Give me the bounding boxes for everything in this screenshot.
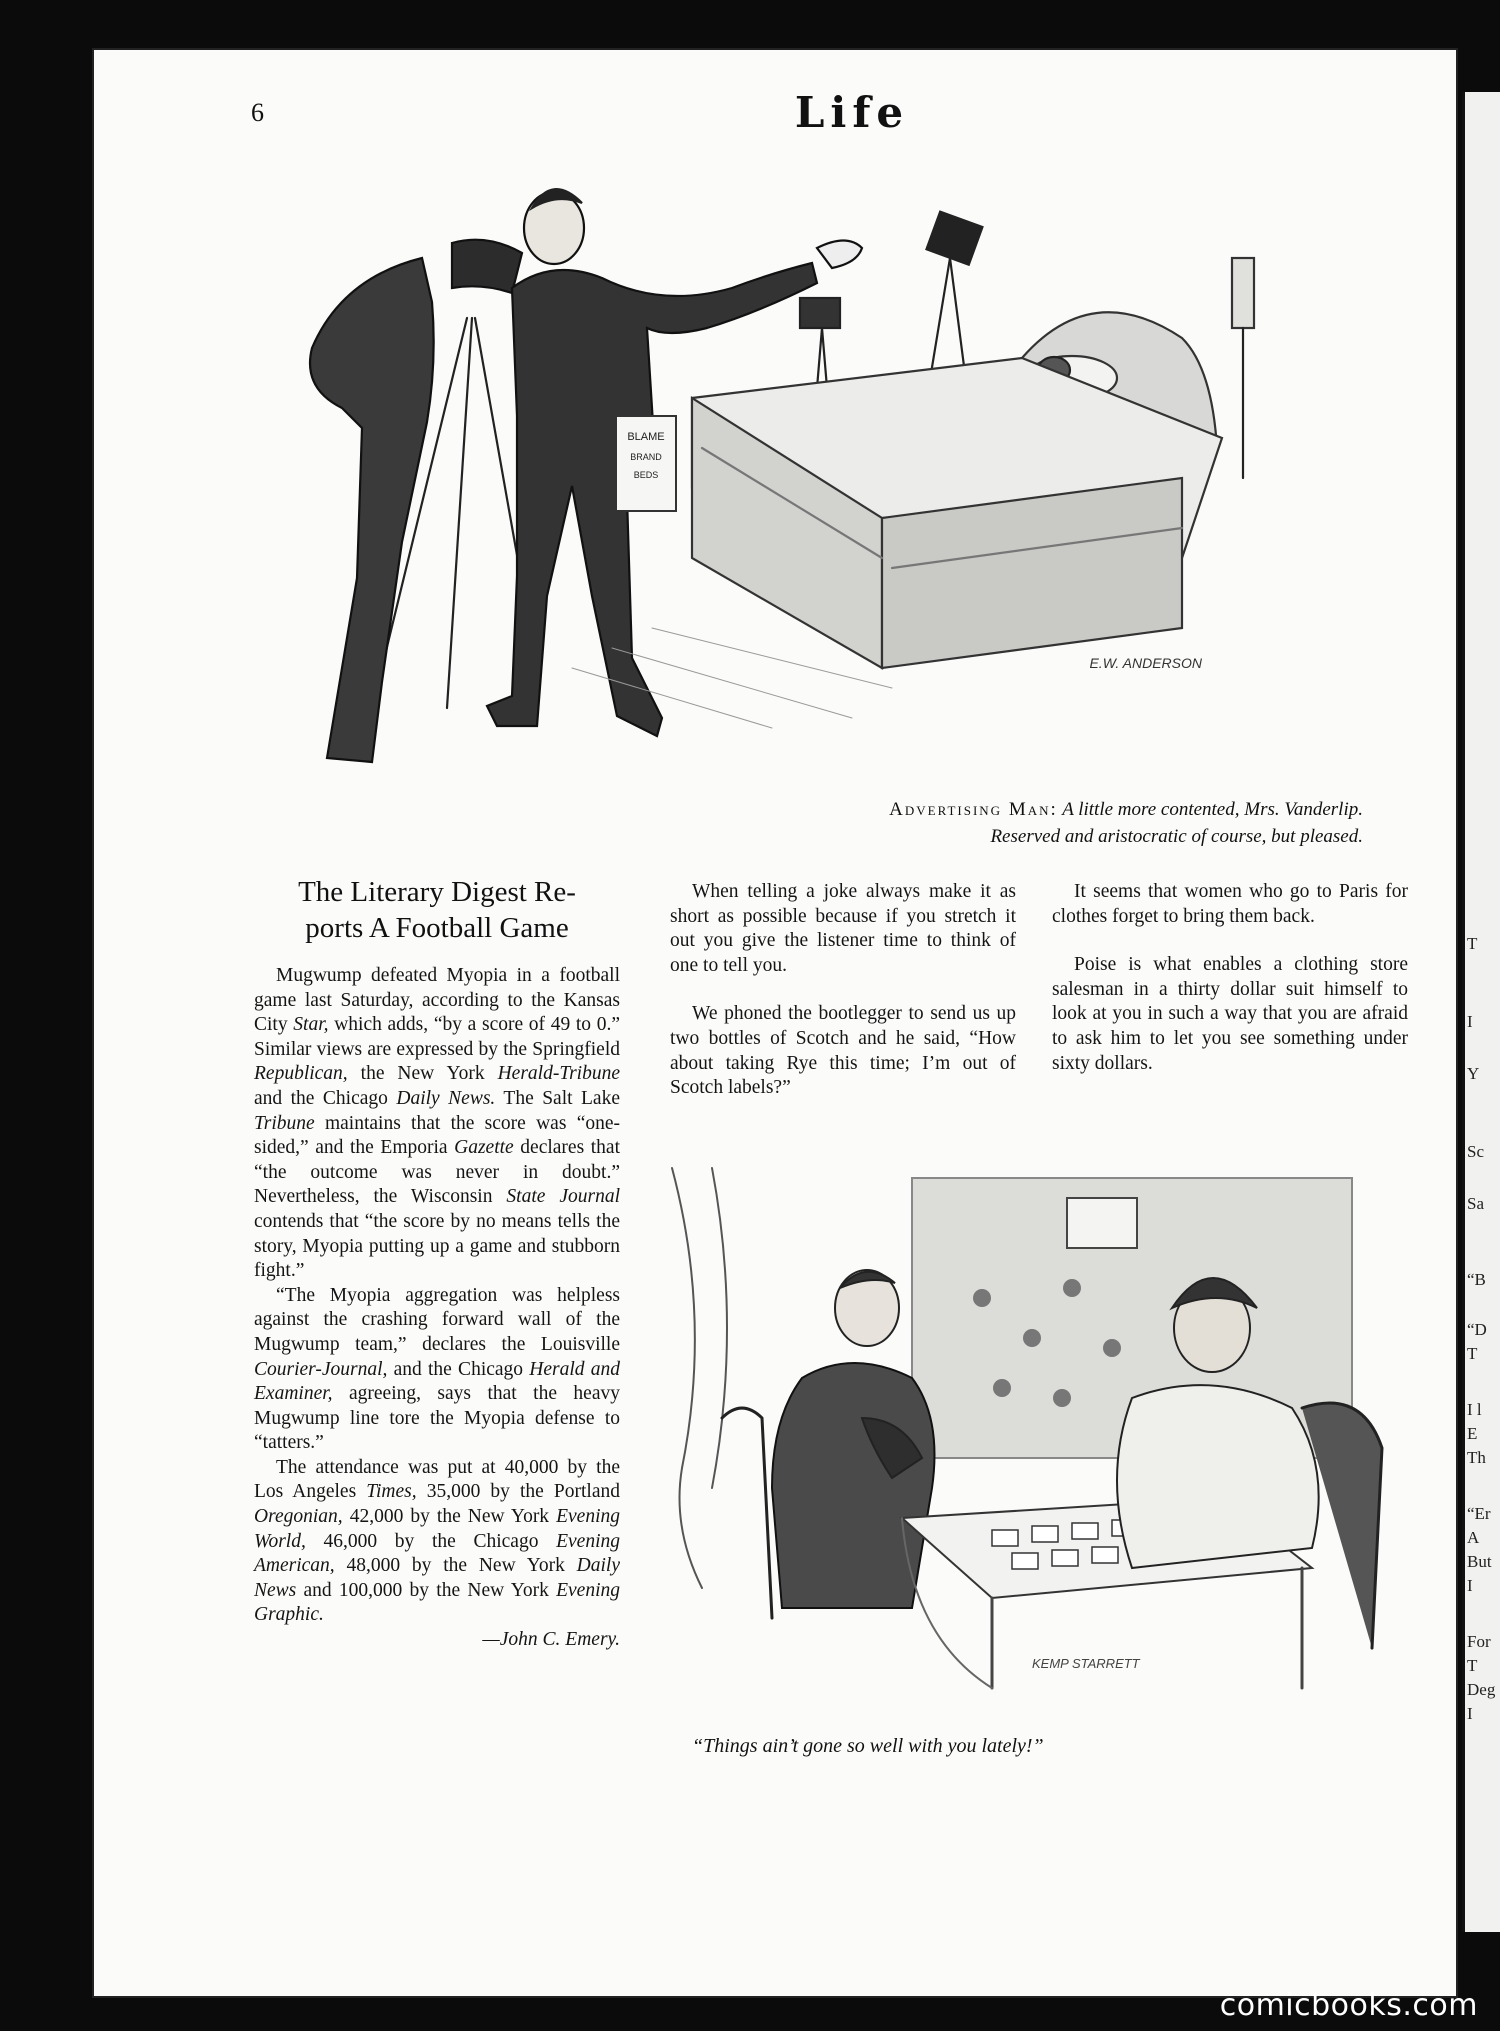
- sign-line-2: BRAND: [630, 452, 662, 462]
- jokes-column-middle: [670, 880, 1016, 1101]
- fragment: “Er: [1467, 1504, 1491, 1523]
- headline-line-2: ports A Football Game: [305, 912, 569, 944]
- article-headline: [254, 874, 620, 946]
- page-number: 6: [251, 98, 264, 127]
- headline-line-1: The Literary Digest Re-: [298, 876, 576, 908]
- fragment: But: [1467, 1552, 1492, 1571]
- fragment: A: [1467, 1528, 1480, 1547]
- fragment: E: [1467, 1424, 1478, 1443]
- fragment: “B: [1467, 1270, 1486, 1289]
- article-column: [254, 874, 620, 1653]
- advertising-man-cartoon: [192, 148, 1302, 798]
- artist-signature-top: E.W. ANDERSON: [1089, 655, 1202, 671]
- fragment: I l: [1467, 1400, 1482, 1419]
- fragment: Deg: [1467, 1680, 1496, 1699]
- article-byline: —John C. Emery.: [482, 1629, 620, 1651]
- magazine-page: [92, 48, 1458, 1998]
- artist-signature-bottom: KEMP STARRETT: [1032, 1656, 1140, 1671]
- watermark: comicbooks.com: [1219, 1988, 1478, 2023]
- article-paragraph-1: Mugwump defeated Myopia in a football game last Saturday, according to the Kansas City Star, which adds, “by a score of 49 to 0.” Similar views are expressed by the Springfield Republican, the New York Herald-Tribune and the Chicago Daily News. The Salt Lake Tribune maintains that the score was “one-sided,” and the Emporia Gazette declares that “the outcome was never in doubt.” Nevertheless, the Wisconsin State Journal contends that “the score by no means tells the story, Myopia putting up a game and stubborn fight.”: [254, 965, 621, 1282]
- fragment: Sa: [1467, 1194, 1484, 1213]
- fragment: I: [1467, 1012, 1473, 1031]
- fragment: Sc: [1467, 1142, 1484, 1161]
- joke-short: When telling a joke always make it as short as possible because if you stretch it out you give the listener time to think of one to tell you.: [670, 881, 1016, 976]
- bottom-cartoon-caption: “Things ain’t gone so well with you lately!”: [692, 1735, 1044, 1757]
- fragment: For: [1467, 1632, 1491, 1651]
- fragment: T: [1467, 934, 1478, 953]
- caption-line-2: Reserved and aristocratic of course, but pleased.: [990, 826, 1363, 847]
- fragment: “D: [1467, 1320, 1487, 1339]
- joke-paris: It seems that women who go to Paris for clothes forget to bring them back.: [1052, 881, 1408, 927]
- article-paragraph-2: “The Myopia aggregation was helpless against the crashing forward wall of the Mugwump team,” declares the Louisville Courier-Journal, and the Chicago Herald and Examiner, agreeing, says that the heavy Mugwump line tore the Myopia defense to “tatters.”: [254, 1284, 620, 1454]
- article-paragraph-3: The attendance was put at 40,000 by the Los Angeles Times, 35,000 by the Portland Oregonian, 42,000 by the New York Evening World, 46,000 by the Chicago Evening American, 48,000 by the New York Daily News and 100,000 by the New York Evening Graphic.: [254, 1456, 621, 1626]
- caption-speaker: Advertising Man:: [889, 799, 1058, 820]
- joke-bootlegger: We phoned the bootlegger to send us up two bottles of Scotch and he said, “How about taking Rye this time; I’m out of Scotch labels?”: [670, 1003, 1016, 1099]
- fragment: I: [1467, 1576, 1473, 1595]
- adjacent-page-edge: [1462, 92, 1500, 1932]
- fragment: Y: [1467, 1064, 1480, 1083]
- sign-line-1: BLAME: [627, 431, 665, 443]
- fortune-teller-cartoon: [652, 1158, 1412, 1708]
- fragment: I: [1467, 1704, 1473, 1723]
- sign-line-3: BEDS: [633, 470, 659, 480]
- masthead-logo: Life: [794, 88, 910, 137]
- fragment: Th: [1467, 1448, 1486, 1467]
- fragment: T: [1467, 1656, 1478, 1675]
- fragment: T: [1467, 1344, 1478, 1363]
- joke-poise: Poise is what enables a clothing store salesman in a thirty dollar suit himself to look at you in such a way that you are afraid to ask him to let you see something under sixty dollars.: [1052, 954, 1408, 1074]
- top-cartoon-caption: [663, 796, 1363, 850]
- jokes-column-right: [1052, 880, 1408, 1076]
- bed-sign: [616, 416, 676, 511]
- caption-line-1: A little more contented, Mrs. Vanderlip.: [1062, 799, 1363, 820]
